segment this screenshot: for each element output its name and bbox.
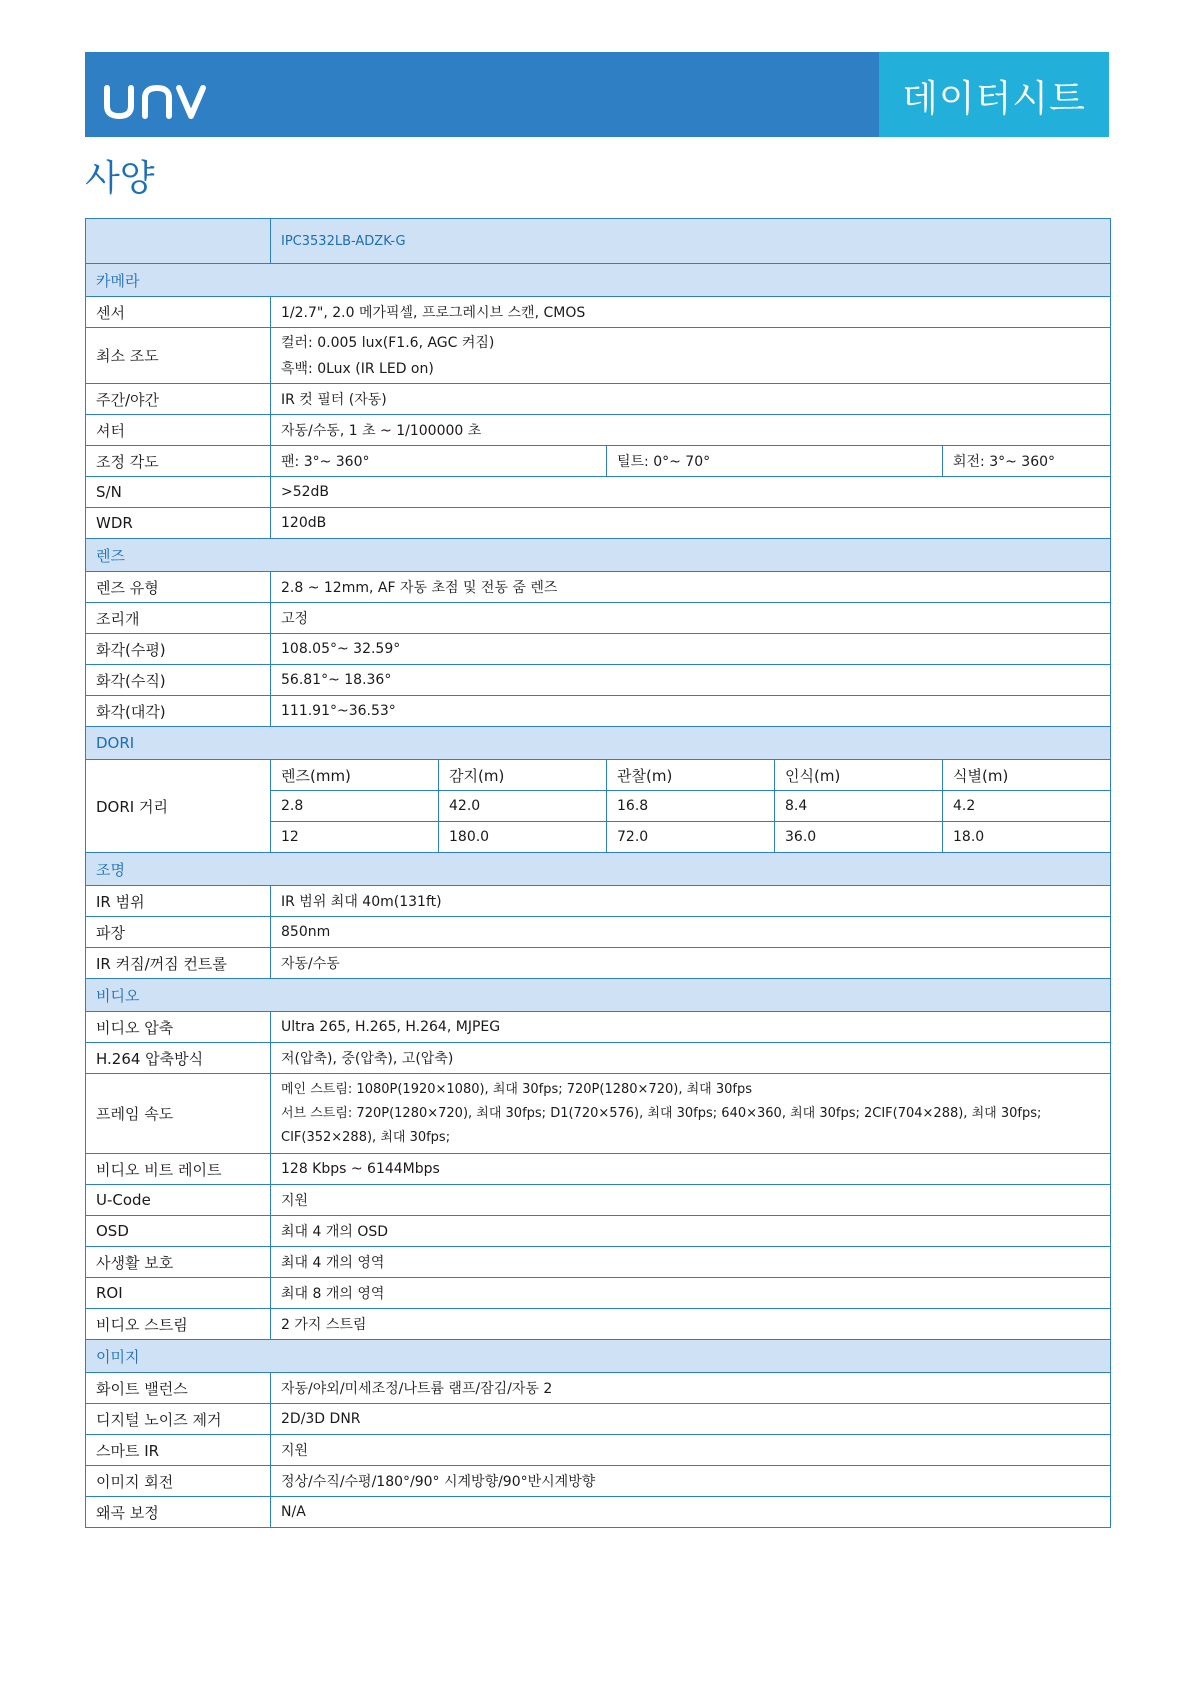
dori-cell: 72.0 [607, 822, 775, 853]
spec-value: 최대 4 개의 영역 [271, 1247, 1111, 1278]
section-dori: DORI [86, 727, 1111, 760]
dori-col-header: 렌즈(mm) [271, 760, 439, 791]
spec-label: 화각(대각) [86, 696, 271, 727]
min-illum-color: 컬러: 0.005 lux(F1.6, AGC 켜짐) [281, 334, 495, 351]
spec-label: 사생활 보호 [86, 1247, 271, 1278]
spec-row [86, 603, 1111, 634]
dori-cell: 8.4 [775, 791, 943, 822]
spec-value: 2 가지 스트림 [271, 1309, 1111, 1340]
spec-label: 파장 [86, 917, 271, 948]
dori-cell: 180.0 [439, 822, 607, 853]
spec-value: 자동/수동, 1 초 ~ 1/100000 초 [271, 415, 1111, 446]
spec-label: 화이트 밸런스 [86, 1373, 271, 1404]
dori-col-header: 감지(m) [439, 760, 607, 791]
model-row [86, 219, 1111, 264]
spec-label: 디지털 노이즈 제거 [86, 1404, 271, 1435]
spec-row [86, 1043, 1111, 1074]
spec-value: 2.8 ~ 12mm, AF 자동 초점 및 전동 줌 렌즈 [271, 572, 1111, 603]
datasheet-tag [879, 52, 1109, 137]
spec-label: 프레임 속도 [86, 1074, 271, 1154]
dori-col-header: 인식(m) [775, 760, 943, 791]
spec-label: 셔터 [86, 415, 271, 446]
spec-table [85, 218, 1111, 1528]
spec-label: 비디오 비트 레이트 [86, 1154, 271, 1185]
section-header [86, 1340, 1111, 1373]
spec-label: H.264 압축방식 [86, 1043, 271, 1074]
spec-label: U-Code [86, 1185, 271, 1216]
spec-row [86, 477, 1111, 508]
spec-row [86, 886, 1111, 917]
frame-rate-sub: 서브 스트림: 720P(1280×720), 최대 30fps; D1(720×576), 최대 30fps; 640×360, 최대 30fps; 2CIF(704×288), 최대 30fps; CIF(352×288), 최대 30fps; [281, 1105, 1042, 1145]
dori-cell: 16.8 [607, 791, 775, 822]
section-camera: 카메라 [86, 264, 1111, 297]
spec-row [86, 1185, 1111, 1216]
spec-row [86, 634, 1111, 665]
section-lens: 렌즈 [86, 539, 1111, 572]
spec-value: 자동/야외/미세조정/나트륨 램프/잠김/자동 2 [271, 1373, 1111, 1404]
spec-value: 128 Kbps ~ 6144Mbps [271, 1154, 1111, 1185]
spec-row [86, 948, 1111, 979]
spec-value: 120dB [271, 508, 1111, 539]
spec-row [86, 665, 1111, 696]
spec-label: 센서 [86, 297, 271, 328]
section-image: 이미지 [86, 1340, 1111, 1373]
dori-header-row [86, 760, 1111, 791]
unv-logo [103, 72, 208, 122]
section-video: 비디오 [86, 979, 1111, 1012]
spec-label: 화각(수직) [86, 665, 271, 696]
spec-row [86, 415, 1111, 446]
spec-value: 저(압축), 중(압축), 고(압축) [271, 1043, 1111, 1074]
spec-value: 지원 [271, 1435, 1111, 1466]
section-header [86, 979, 1111, 1012]
spec-label: 왜곡 보정 [86, 1497, 271, 1528]
spec-value: 정상/수직/수평/180°/90° 시계방향/90°반시계방향 [271, 1466, 1111, 1497]
spec-label: 이미지 회전 [86, 1466, 271, 1497]
model-label-cell [86, 219, 271, 264]
spec-value: 지원 [271, 1185, 1111, 1216]
spec-label: S/N [86, 477, 271, 508]
spec-label: WDR [86, 508, 271, 539]
section-header [86, 264, 1111, 297]
dori-cell: 42.0 [439, 791, 607, 822]
spec-row [86, 1074, 1111, 1154]
dori-cell: 36.0 [775, 822, 943, 853]
dori-cell: 18.0 [943, 822, 1111, 853]
section-header [86, 539, 1111, 572]
spec-value: IR 컷 필터 (자동) [271, 384, 1111, 415]
spec-row [86, 297, 1111, 328]
spec-label: 비디오 압축 [86, 1012, 271, 1043]
min-illum-bw: 흑백: 0Lux (IR LED on) [281, 360, 434, 377]
spec-value: 고정 [271, 603, 1111, 634]
spec-row [86, 1247, 1111, 1278]
dori-cell: 12 [271, 822, 439, 853]
spec-value [271, 1074, 1111, 1154]
spec-label: 최소 조도 [86, 328, 271, 384]
section-header [86, 727, 1111, 760]
model-name: IPC3532LB-ADZK-G [271, 219, 1111, 264]
spec-value: >52dB [271, 477, 1111, 508]
spec-value: 자동/수동 [271, 948, 1111, 979]
header-banner [85, 52, 1109, 137]
spec-value: 최대 8 개의 영역 [271, 1278, 1111, 1309]
spec-row [86, 328, 1111, 384]
spec-value: 108.05°~ 32.59° [271, 634, 1111, 665]
spec-label: ROI [86, 1278, 271, 1309]
dori-cell: 4.2 [943, 791, 1111, 822]
spec-label: OSD [86, 1216, 271, 1247]
spec-row [86, 1154, 1111, 1185]
dori-label: DORI 거리 [86, 760, 271, 853]
spec-label: 렌즈 유형 [86, 572, 271, 603]
spec-row [86, 1373, 1111, 1404]
spec-value: Ultra 265, H.265, H.264, MJPEG [271, 1012, 1111, 1043]
spec-value: 111.91°~36.53° [271, 696, 1111, 727]
spec-row [86, 446, 1111, 477]
spec-label: 조정 각도 [86, 446, 271, 477]
spec-value: 1/2.7", 2.0 메가픽셀, 프로그레시브 스캔, CMOS [271, 297, 1111, 328]
spec-row [86, 1012, 1111, 1043]
spec-label: 스마트 IR [86, 1435, 271, 1466]
spec-row [86, 1216, 1111, 1247]
page-title: 사양 [85, 158, 155, 199]
spec-label: 주간/야간 [86, 384, 271, 415]
spec-row [86, 1435, 1111, 1466]
spec-label: 조리개 [86, 603, 271, 634]
spec-row [86, 917, 1111, 948]
spec-row [86, 572, 1111, 603]
section-illumination: 조명 [86, 853, 1111, 886]
spec-value: N/A [271, 1497, 1111, 1528]
spec-value [271, 328, 1111, 384]
dori-col-header: 관찰(m) [607, 760, 775, 791]
spec-label: IR 범위 [86, 886, 271, 917]
spec-row [86, 1404, 1111, 1435]
spec-value: 최대 4 개의 OSD [271, 1216, 1111, 1247]
spec-row [86, 1309, 1111, 1340]
spec-value: IR 범위 최대 40m(131ft) [271, 886, 1111, 917]
spec-label: 비디오 스트림 [86, 1309, 271, 1340]
spec-label: 화각(수평) [86, 634, 271, 665]
spec-row [86, 1278, 1111, 1309]
spec-label: IR 켜짐/꺼짐 컨트롤 [86, 948, 271, 979]
frame-rate-main: 메인 스트림: 1080P(1920×1080), 최대 30fps; 720P(1280×720), 최대 30fps [281, 1081, 752, 1097]
dori-col-header: 식별(m) [943, 760, 1111, 791]
spec-value: 2D/3D DNR [271, 1404, 1111, 1435]
tilt-value: 틸트: 0°~ 70° [607, 446, 943, 477]
section-header [86, 853, 1111, 886]
spec-value: 850nm [271, 917, 1111, 948]
pan-value: 팬: 3°~ 360° [271, 446, 607, 477]
spec-row [86, 1466, 1111, 1497]
spec-row [86, 1497, 1111, 1528]
spec-row [86, 508, 1111, 539]
rotate-value: 회전: 3°~ 360° [943, 446, 1111, 477]
doc-type-title: 데이터시트 [902, 76, 1086, 120]
spec-value: 56.81°~ 18.36° [271, 665, 1111, 696]
spec-row [86, 384, 1111, 415]
spec-row [86, 696, 1111, 727]
dori-cell: 2.8 [271, 791, 439, 822]
